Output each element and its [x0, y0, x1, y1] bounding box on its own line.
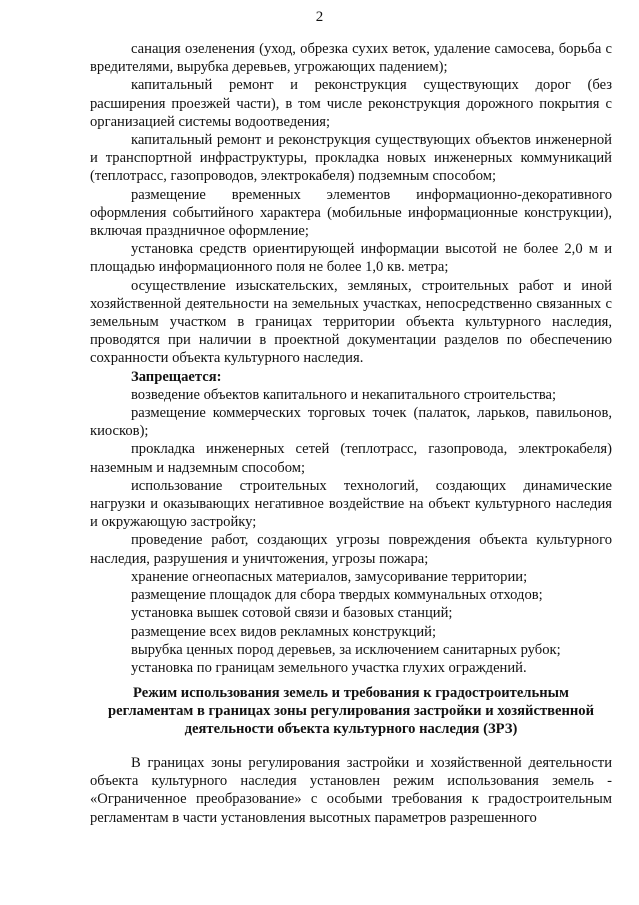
- prohibited-item: вырубка ценных пород деревьев, за исключением санитарных рубок;: [131, 641, 561, 658]
- list-item: размещение временных элементов информационно-декоративного оформления событийного характера (мобильные информационные конструкции), включая праздничное оформление;: [90, 186, 612, 240]
- section-heading-line: деятельности объекта культурного наследия (ЗРЗ): [184, 721, 518, 737]
- prohibited-item: хранение огнеопасных материалов, замусоривание территории;: [131, 568, 528, 585]
- final-paragraph: В границах зоны регулирования застройки и хозяйственной деятельности объекта культурного наследия установлен режим использования земель - «Ограниченное преобразование» с особыми требования к градостроительным регламентам в части установления высотных параметров разрешенного: [90, 755, 612, 826]
- page-number: 2: [315, 9, 324, 25]
- list-item: капитальный ремонт и реконструкция существующих объектов инженерной и транспортной инфраструктуры, прокладка новых инженерных коммуникаций (теплотрасс, газопроводов, электрокабеля) подземным способом;: [90, 132, 612, 185]
- list-item: санация озеленения (уход, обрезка сухих веток, удаление самосева, борьба с вредителями, вырубка деревьев, угрожающих падением);: [90, 41, 612, 76]
- section-heading-line: регламентам в границах зоны регулирования застройки и хозяйственной: [108, 703, 594, 719]
- prohibited-item: размещение площадок для сбора твердых коммунальных отходов;: [131, 587, 543, 604]
- prohibited-item: установка вышек сотовой связи и базовых станций;: [131, 605, 453, 622]
- prohibited-item: прокладка инженерных сетей (теплотрасс, газопровода, электрокабеля) наземным и надземным способом;: [90, 441, 612, 476]
- document-body: [90, 40, 612, 677]
- prohibited-item: размещение коммерческих торговых точек (палаток, ларьков, павильонов, киосков);: [90, 405, 612, 440]
- list-item: установка средств ориентирующей информации высотой не более 2,0 м и площадью информационного поля не более 1,0 кв. метра;: [90, 241, 612, 276]
- section-heading-line: Режим использования земель и требования к градостроительным: [133, 685, 569, 701]
- prohibited-label: Запрещается:: [131, 368, 222, 385]
- prohibited-item: проведение работ, создающих угрозы повреждения объекта культурного наследия, разрушения и уничтожения, угрозы пожара;: [90, 532, 612, 567]
- prohibited-item: установка по границам земельного участка глухих ограждений.: [131, 659, 527, 676]
- prohibited-item: возведение объектов капитального и некапитального строительства;: [131, 386, 557, 403]
- prohibited-item: использование строительных технологий, создающих динамические нагрузки и оказывающих негативное воздействие на объект культурного наследия и окружающую застройку;: [90, 477, 612, 531]
- prohibited-item: размещение всех видов рекламных конструкций;: [131, 623, 437, 640]
- section-heading: [90, 684, 612, 738]
- final-section: [90, 754, 612, 827]
- list-item: капитальный ремонт и реконструкция существующих дорог (без расширения проезжей части), в том числе реконструкция дорожного покрытия с организацией системы водоотведения;: [90, 77, 612, 130]
- list-item: осуществление изыскательских, земляных, строительных работ и иной хозяйственной деятельности на земельных участках, непосредственно связанных с земельным участком в границах территории объекта культурного наследия, проводятся при наличии в проектной документации разделов по обеспечению сохранности объекта культурного наследия.: [90, 277, 612, 367]
